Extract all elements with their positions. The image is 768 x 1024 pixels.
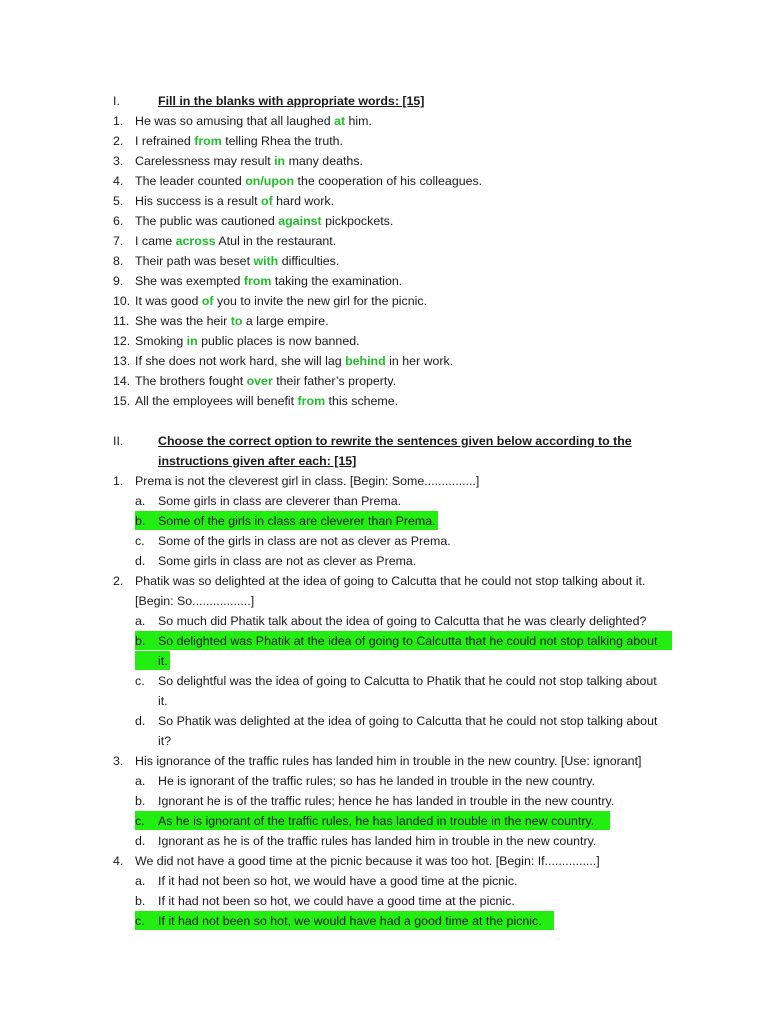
option-letter: b. (135, 894, 146, 908)
section-2-number: II. (113, 434, 124, 448)
option-text: He is ignorant of the traffic rules; so has he landed in trouble in the new country. (158, 774, 595, 788)
item-number: 3. (113, 154, 124, 168)
sentence-text: Carelessness may result (135, 154, 275, 168)
fill-blank-item (0, 251, 768, 271)
answer-word: with (253, 254, 279, 268)
question-number: 4. (113, 854, 124, 868)
question-text: We did not have a good time at the picnic because it was too hot. [Begin: If...............] (135, 854, 600, 868)
q2-option-d (0, 711, 768, 731)
answer-word: at (334, 114, 346, 128)
sentence-text: their father’s property. (272, 374, 397, 388)
sentence-text: She was the heir (135, 314, 231, 328)
question-number: 1. (113, 474, 124, 488)
option-letter: c. (135, 914, 145, 928)
item-number: 8. (113, 254, 124, 268)
option-text: Ignorant as he is of the traffic rules has landed him in trouble in the new country. (158, 834, 597, 848)
option-text: If it had not been so hot, we would have had a good time at the picnic. (158, 914, 542, 928)
answer-word: in (186, 334, 198, 348)
fill-blank-item (0, 211, 768, 231)
option-text: Ignorant he is of the traffic rules; hence he has landed in trouble in the new country. (158, 794, 615, 808)
item-sentence (135, 151, 363, 171)
item-number: 10. (113, 294, 131, 308)
option-text-cont: it? (158, 734, 172, 748)
question-4 (0, 851, 768, 871)
sentence-text: Smoking (135, 334, 187, 348)
q3-option-c-correct (0, 811, 768, 831)
option-text: So delighted was Phatik at the idea of going to Calcutta that he could not stop talking about (158, 634, 658, 648)
option-letter: c. (135, 674, 145, 688)
answer-word: against (278, 214, 322, 228)
fill-blank-item (0, 271, 768, 291)
sentence-text: this scheme. (325, 394, 399, 408)
item-sentence (135, 351, 453, 371)
option-letter: d. (135, 714, 146, 728)
option-text-cont: it. (158, 694, 168, 708)
fill-blank-item (0, 331, 768, 351)
q2-option-d-cont (0, 731, 768, 751)
section-2-title-line-2: instructions given after each: [15] (158, 454, 357, 468)
q1-option-d (0, 551, 768, 571)
q2-option-b-correct (0, 631, 768, 651)
sentence-text: He was so amusing that all laughed (135, 114, 335, 128)
item-sentence (135, 211, 393, 231)
option-text: If it had not been so hot, we could have a good time at the picnic. (158, 894, 515, 908)
sentence-text: It was good (135, 294, 202, 308)
answer-word: in (274, 154, 286, 168)
sentence-text: The brothers fought (135, 374, 247, 388)
fill-blank-item (0, 131, 768, 151)
answer-word: of (201, 294, 214, 308)
answer-word: behind (345, 354, 386, 368)
answer-word: over (246, 374, 273, 388)
q3-option-a (0, 771, 768, 791)
item-number: 7. (113, 234, 124, 248)
fill-blank-item (0, 291, 768, 311)
item-number: 15. (113, 394, 131, 408)
section-1-number: I. (113, 94, 120, 108)
q1-option-b-correct (0, 511, 768, 531)
q2-option-c (0, 671, 768, 691)
question-text-cont: [Begin: So.................] (135, 594, 255, 608)
item-sentence (135, 191, 334, 211)
option-letter: d. (135, 554, 146, 568)
answer-word: to (230, 314, 243, 328)
q4-option-c-correct (0, 911, 768, 931)
section-2-title-line-1: Choose the correct option to rewrite the sentences given below according to the (158, 434, 632, 448)
sentence-text: She was exempted (135, 274, 244, 288)
sentence-text: telling Rhea the truth. (221, 134, 344, 148)
option-text: As he is ignorant of the traffic rules, he has landed in trouble in the new country. (158, 814, 595, 828)
item-number: 2. (113, 134, 124, 148)
item-number: 12. (113, 334, 131, 348)
section-1-heading (0, 91, 768, 111)
sentence-text: Their path was beset (135, 254, 254, 268)
fill-blank-item (0, 231, 768, 251)
q4-option-b (0, 891, 768, 911)
item-number: 13. (113, 354, 131, 368)
section-1-title: Fill in the blanks with appropriate words: [15] (158, 94, 425, 108)
sentence-text: many deaths. (285, 154, 363, 168)
q3-option-b (0, 791, 768, 811)
item-sentence (135, 271, 402, 291)
sentence-text: Atul in the restaurant. (215, 234, 337, 248)
question-1 (0, 471, 768, 491)
option-text: Some of the girls in class are cleverer than Prema. (158, 514, 436, 528)
question-text: Prema is not the cleverest girl in class. [Begin: Some...............] (135, 474, 480, 488)
q2-option-b-correct-cont (0, 651, 768, 671)
sentence-text: All the employees will benefit (135, 394, 298, 408)
sentence-text: I came (135, 234, 176, 248)
question-number: 2. (113, 574, 124, 588)
sentence-text: public places is now banned. (197, 334, 360, 348)
option-text: Some girls in class are cleverer than Prema. (158, 494, 402, 508)
item-number: 6. (113, 214, 124, 228)
option-letter: a. (135, 494, 146, 508)
option-text: So delightful was the idea of going to Calcutta to Phatik that he could not stop talking about (158, 674, 657, 688)
option-text: Some of the girls in class are not as clever as Prema. (158, 534, 451, 548)
answer-word: from (194, 134, 222, 148)
item-number: 11. (113, 314, 130, 328)
option-letter: a. (135, 874, 146, 888)
item-number: 5. (113, 194, 124, 208)
sentence-text: taking the examination. (271, 274, 403, 288)
answer-word: from (297, 394, 326, 408)
item-sentence (135, 371, 396, 391)
sentence-text: you to invite the new girl for the picnic. (213, 294, 428, 308)
fill-blank-item (0, 111, 768, 131)
question-2-cont (0, 591, 768, 611)
sentence-text: The public was cautioned (135, 214, 279, 228)
fill-blank-item (0, 191, 768, 211)
sentence-text: hard work. (272, 194, 335, 208)
answer-word: from (243, 274, 272, 288)
q1-option-a (0, 491, 768, 511)
question-3 (0, 751, 768, 771)
option-text: Some girls in class are not as clever as Prema. (158, 554, 417, 568)
sentence-text: a large empire. (242, 314, 329, 328)
option-letter: b. (135, 794, 146, 808)
item-sentence (135, 231, 336, 251)
question-text: His ignorance of the traffic rules has landed him in trouble in the new country. [Use: ignorant] (135, 754, 642, 768)
question-2 (0, 571, 768, 591)
option-text: If it had not been so hot, we would have a good time at the picnic. (158, 874, 518, 888)
item-number: 9. (113, 274, 124, 288)
item-sentence (135, 251, 339, 271)
item-number: 4. (113, 174, 124, 188)
sentence-text: difficulties. (278, 254, 340, 268)
item-sentence (135, 391, 398, 411)
fill-blank-item (0, 311, 768, 331)
item-number: 14. (113, 374, 131, 388)
item-number: 1. (113, 114, 124, 128)
fill-blank-item (0, 371, 768, 391)
item-sentence (135, 111, 372, 131)
option-letter: c. (135, 814, 145, 828)
item-sentence (135, 291, 427, 311)
sentence-text: I refrained (135, 134, 195, 148)
sentence-text: him. (345, 114, 372, 128)
option-letter: d. (135, 834, 146, 848)
section-2-heading-cont (0, 451, 768, 471)
sentence-text: in her work. (385, 354, 454, 368)
q3-option-d (0, 831, 768, 851)
q1-option-c (0, 531, 768, 551)
q2-option-a (0, 611, 768, 631)
item-sentence (135, 311, 329, 331)
option-letter: a. (135, 774, 146, 788)
item-sentence (135, 331, 360, 351)
option-letter: b. (135, 514, 146, 528)
option-letter: c. (135, 534, 145, 548)
fill-blank-item (0, 391, 768, 411)
fill-blank-item (0, 171, 768, 191)
question-number: 3. (113, 754, 124, 768)
sentence-text: If she does not work hard, she will lag (135, 354, 346, 368)
option-letter: a. (135, 614, 146, 628)
q2-option-c-cont (0, 691, 768, 711)
option-letter: b. (135, 634, 146, 648)
sentence-text: the cooperation of his colleagues. (294, 174, 483, 188)
q4-option-a (0, 871, 768, 891)
sentence-text: The leader counted (135, 174, 246, 188)
section-2-heading (0, 431, 768, 451)
answer-word: on/upon (245, 174, 295, 188)
option-text: So Phatik was delighted at the idea of going to Calcutta that he could not stop talking about (158, 714, 658, 728)
sentence-text: His success is a result (135, 194, 262, 208)
option-text: So much did Phatik talk about the idea of going to Calcutta that he was clearly delighted? (158, 614, 647, 628)
option-text-cont: it. (158, 654, 168, 668)
answer-word: of (261, 194, 273, 208)
fill-blank-item (0, 351, 768, 371)
item-sentence (135, 131, 343, 151)
item-sentence (135, 171, 482, 191)
fill-blank-item (0, 151, 768, 171)
sentence-text: pickpockets. (321, 214, 394, 228)
answer-word: across (175, 234, 216, 248)
question-text: Phatik was so delighted at the idea of going to Calcutta that he could not stop talking about it. (135, 574, 646, 588)
